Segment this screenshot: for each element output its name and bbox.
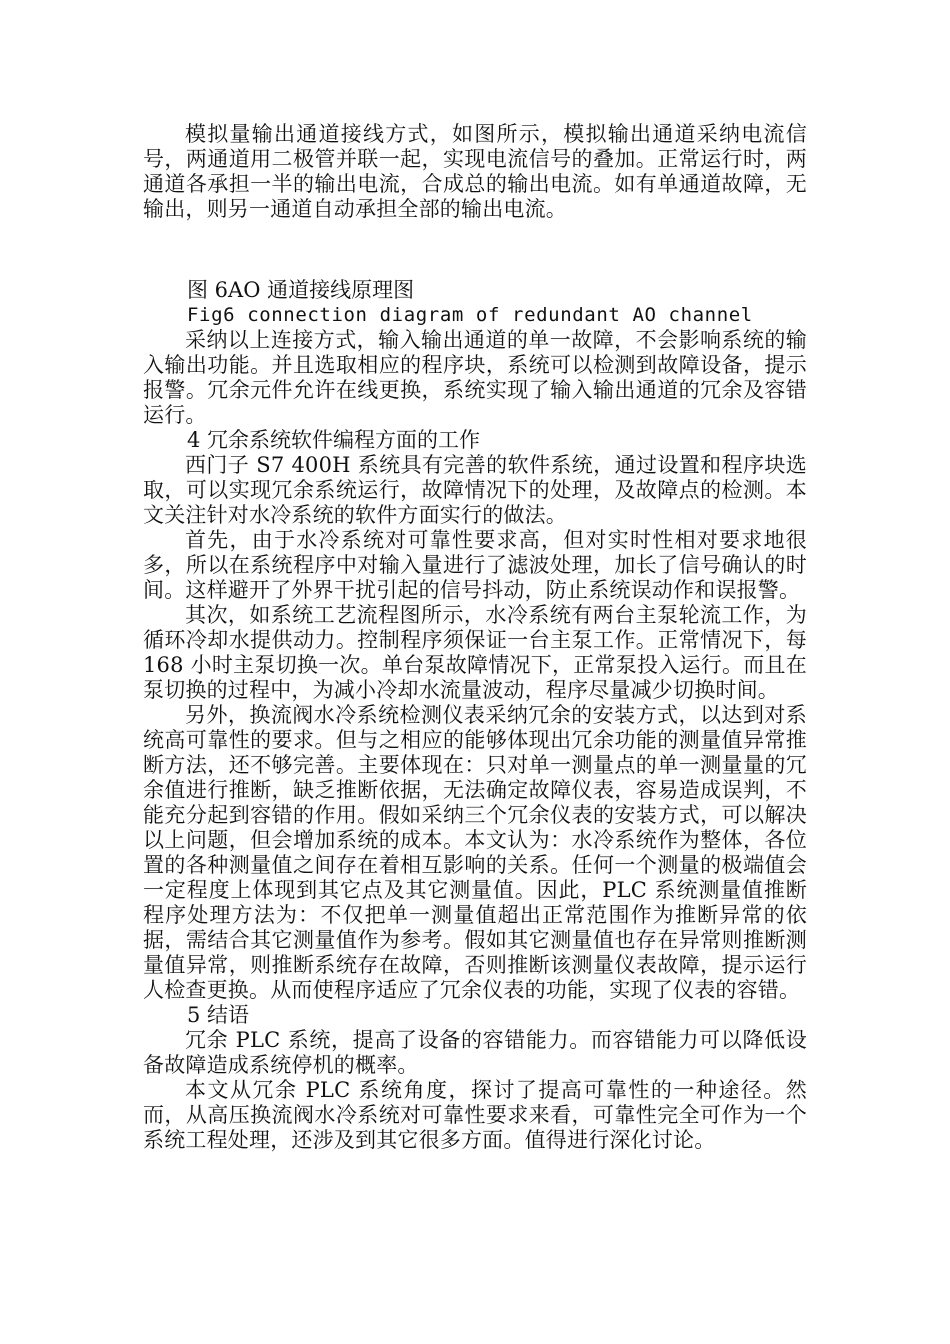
section-4-paragraph-3: 其次，如系统工艺流程图所示，水冷系统有两台主泵轮流工作，为循环冷却水提供动力。控制程序须保证一台主泵工作。正常情况下，每 168 小时主泵切换一次。单台泵故障情况下，正常泵投入运行。而且在泵切换的过程中，为减小冷却水流量波动，程序尽量减少切换时间。 [143,603,807,702]
section-5-paragraph-1: 冗余 PLC 系统，提高了设备的容错能力。而容错能力可以降低设备故障造成系统停机的概率。 [143,1028,807,1077]
figure-caption-cn: 图 6AO 通道接线原理图 [187,278,415,302]
intro-paragraph: 模拟量输出通道接线方式，如图所示，模拟输出通道采纳电流信号，两通道用二极管并联一起，实现电流信号的叠加。正常运行时，两通道各承担一半的输出电流，合成总的输出电流。如有单通道故障，无输出，则另一通道自动承担全部的输出电流。 [143,122,807,221]
section-4-paragraph-4: 另外，换流阀水冷系统检测仪表采纳冗余的安装方式，以达到对系统高可靠性的要求。但与之相应的能够体现出冗余功能的测量值异常推断方法，还不够完善。主要体现在：只对单一测量点的单一测量量的冗余值进行推断，缺乏推断依据，无法确定故障仪表，容易造成误判，不能充分起到容错的作用。假如采纳三个冗余仪表的安装方式，可以解决以上问题，但会增加系统的成本。本文认为：水冷系统作为整体，各位置的各种测量值之间存在着相互影响的关系。任何一个测量的极端值会一定程度上体现到其它点及其它测量值。因此，PLC 系统测量值推断程序处理方法为：不仅把单一测量值超出正常范围作为推断异常的依据，需结合其它测量值作为参考。假如其它测量值也存在异常则推断测量值异常，则推断系统存在故障，否则推断该测量仪表故障，提示运行人检查更换。从而使程序适应了冗余仪表的功能，实现了仪表的容错。 [143,703,807,1002]
document-page [143,122,807,1153]
section-4-heading: 4 冗余系统软件编程方面的工作 [187,428,481,452]
section-4-paragraph-2: 首先，由于水冷系统对可靠性要求高，但对实时性相对要求地很多，所以在系统程序中对输入量进行了滤波处理，加长了信号确认的时间。这样避开了外界干扰引起的信号抖动，防止系统误动作和误报警。 [143,528,807,602]
figure-caption-en: Fig6 connection diagram of redundant AO channel [187,304,753,326]
paragraph-after-figure: 采纳以上连接方式，输入输出通道的单一故障，不会影响系统的输入输出功能。并且选取相应的程序块，系统可以检测到故障设备，提示报警。冗余元件允许在线更换，系统实现了输入输出通道的冗余及容错运行。 [143,328,807,427]
section-5-heading: 5 结语 [187,1003,250,1027]
section-5-paragraph-2: 本文从冗余 PLC 系统角度，探讨了提高可靠性的一种途径。然而，从高压换流阀水冷系统对可靠性要求来看，可靠性完全可作为一个系统工程处理，还涉及到其它很多方面。值得进行深化讨论。 [143,1078,807,1152]
section-4-paragraph-1: 西门子 S7 400H 系统具有完善的软件系统，通过设置和程序块选取，可以实现冗余系统运行，故障情况下的处理，及故障点的检测。本文关注针对水冷系统的软件方面实行的做法。 [143,453,807,527]
figure-placeholder [143,222,807,278]
